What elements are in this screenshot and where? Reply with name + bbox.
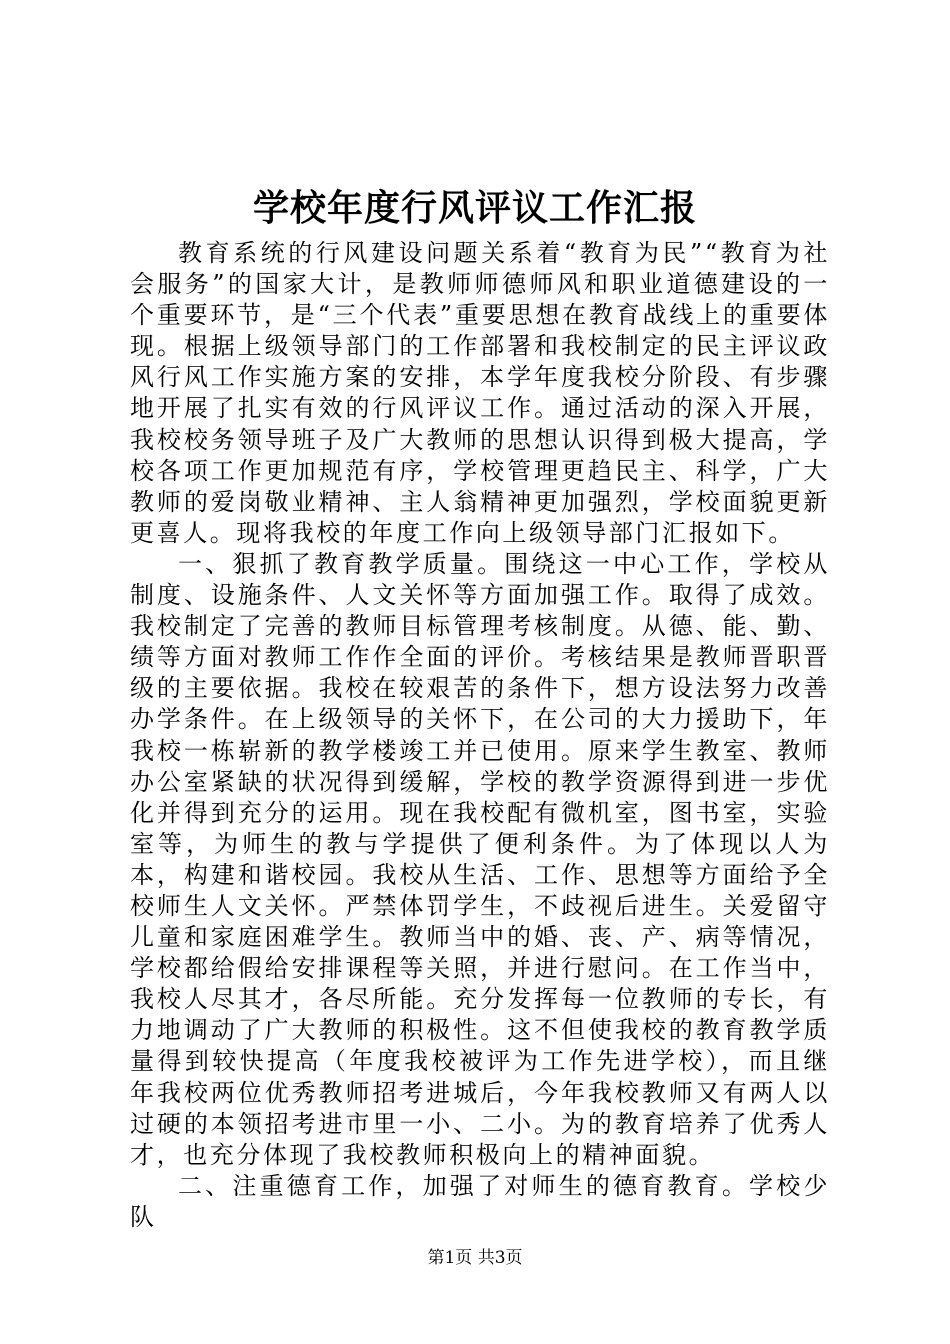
document-body bbox=[130, 238, 830, 1233]
paragraph-intro: 教育系统的行风建设问题关系着“教育为民”“教育为社会服务”的国家大计，是教师师德师风和职业道德建设的一个重要环节，是“三个代表”重要思想在教育战线上的重要体现。根据上级领导部门的工作部署和我校制定的民主评议政风行风工作实施方案的安排，本学年度我校分阶段、有步骤地开展了扎实有效的行风评议工作。通过活动的深入开展，我校校务领导班子及广大教师的思想认识得到极大提高，学校各项工作更加规范有序，学校管理更趋民主、科学，广大教师的爱岗敬业精神、主人翁精神更加强烈，学校面貌更新更喜人。现将我校的年度工作向上级领导部门汇报如下。 bbox=[130, 239, 830, 547]
paragraph-section-2: 二、注重德育工作，加强了对师生的德育教育。学校少队 bbox=[130, 1171, 830, 1231]
document-title: 学校年度行风评议工作汇报 bbox=[252, 187, 697, 229]
page-number-footer: 第1页 共3页 bbox=[427, 1248, 523, 1268]
paragraph-section-1: 一、狠抓了教育教学质量。围绕这一中心工作，学校从制度、设施条件、人文关怀等方面加强工作。取得了成效。我校制定了完善的教师目标管理考核制度。从德、能、勤、绩等方面对教师工作作全面的评价。考核结果是教师晋职晋级的主要依据。我校在较艰苦的条件下，想方设法努力改善办学条件。在上级领导的关怀下，在公司的大力援助下，年我校一栋崭新的教学楼竣工并已使用。原来学生教室、教师办公室紧缺的状况得到缓解，学校的教学资源得到进一步优化并得到充分的运用。现在我校配有微机室，图书室，实验室等，为师生的教与学提供了便利条件。为了体现以人为本，构建和谐校园。我校从生活、工作、思想等方面给予全校师生人文关怀。严禁体罚学生，不歧视后进生。关爱留守儿童和家庭困难学生。教师当中的婚、丧、产、病等情况，学校都给假给安排课程等关照，并进行慰问。在工作当中，我校人尽其才，各尽所能。充分发挥每一位教师的专长，有力地调动了广大教师的积极性。这不但使我校的教育教学质量得到较快提高（年度我校被评为工作先进学校），而且继年我校两位优秀教师招考进城后，今年我校教师又有两人以过硬的本领招考进市里一小、二小。为的教育培养了优秀人才，也充分体现了我校教师积极向上的精神面貌。 bbox=[130, 549, 830, 1169]
